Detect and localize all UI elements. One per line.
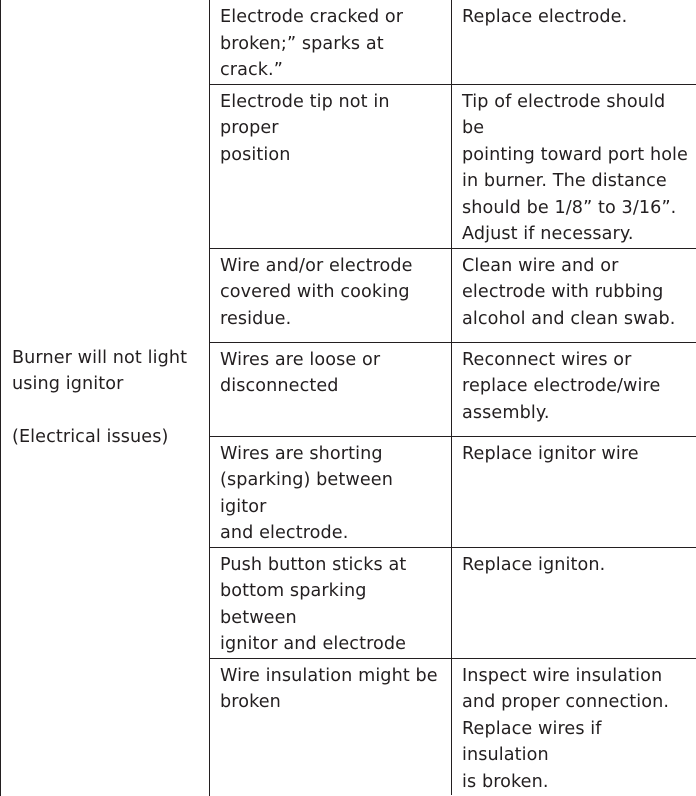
cause-text: Wires are shorting (sparking) between igitor and electrode. — [220, 441, 443, 547]
cause-text: Wire and/or electrode covered with cooking residue. — [220, 253, 443, 333]
cause-cell — [210, 658, 452, 795]
cause-text: Push button sticks at bottom sparking between ignitor and electrode — [220, 552, 443, 658]
remedy-text: Replace electrode. — [462, 4, 688, 31]
cause-cell — [210, 547, 452, 658]
cause-cell — [210, 248, 452, 342]
remedy-cell — [452, 248, 696, 342]
cause-cell — [210, 342, 452, 436]
cause-text: Wire insulation might be broken — [220, 663, 443, 716]
remedy-cell — [452, 436, 696, 547]
remedy-text: Clean wire and or electrode with rubbing alcohol and clean swab. — [462, 253, 688, 333]
cause-cell — [210, 436, 452, 547]
problem-category: (Electrical issues) — [12, 424, 209, 451]
remedy-cell — [452, 0, 696, 84]
remedy-text: Replace ignitor wire — [462, 441, 688, 468]
cause-text: Electrode cracked or broken;” sparks at crack.” — [220, 4, 443, 84]
cause-cell — [210, 0, 452, 84]
remedy-text: Tip of electrode should be pointing toward port hole in burner. The distance should be 1/8” to 3/16”. Adjust if necessary. — [462, 89, 688, 248]
remedy-text: Replace igniton. — [462, 552, 688, 579]
table-row — [1, 0, 696, 84]
problem-cell — [1, 0, 210, 795]
remedy-cell — [452, 658, 696, 795]
remedy-cell — [452, 84, 696, 248]
cause-text: Wires are loose or disconnected — [220, 347, 443, 400]
remedy-cell — [452, 547, 696, 658]
remedy-cell — [452, 342, 696, 436]
cause-cell — [210, 84, 452, 248]
problem-title: Burner will not light using ignitor — [12, 345, 209, 398]
remedy-text: Reconnect wires or replace electrode/wire assembly. — [462, 347, 688, 427]
cause-text: Electrode tip not in proper position — [220, 89, 443, 169]
remedy-text: Inspect wire insulation and proper connection. Replace wires if insulation is broken. — [462, 663, 688, 796]
spacer — [12, 398, 209, 424]
